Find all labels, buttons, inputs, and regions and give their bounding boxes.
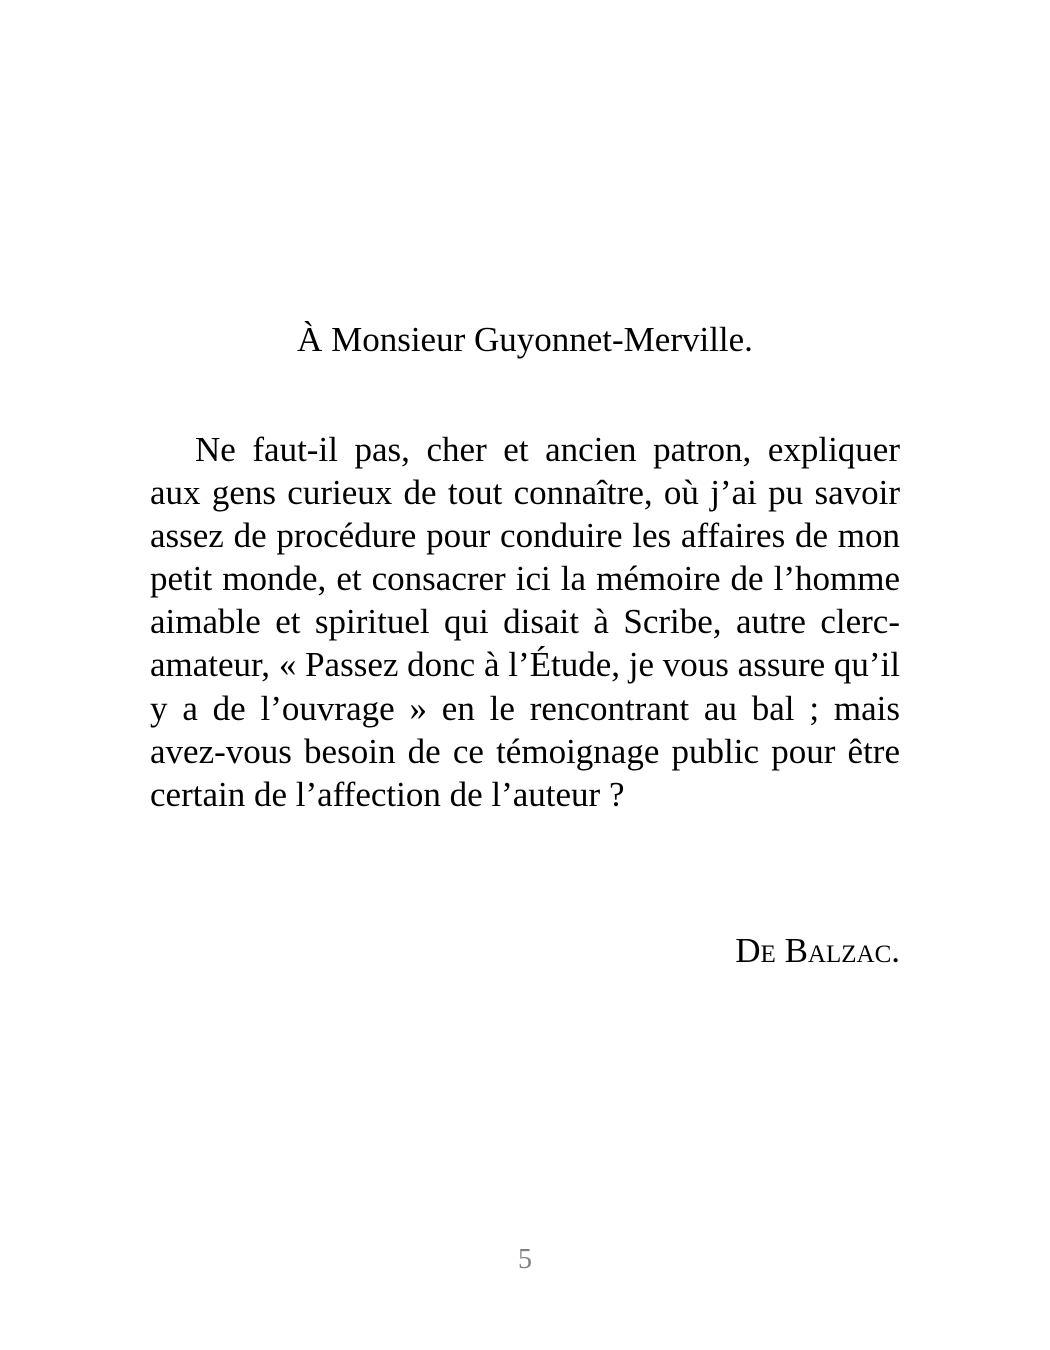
dedication-heading: À Monsieur Guyonnet-Merville. — [297, 320, 753, 359]
author-signature: De Balzac. — [735, 931, 900, 970]
dedication-body-paragraph: Ne faut-il pas, cher et ancien patron, expliquer aux gens curieux de tout connaître, où j’ai pu savoir assez de procédure pour conduire les affaires de mon petit monde, et consacrer ici la mémoire de l’homme aimable et spirituel qui disait à Scribe, autre clerc-amateur, « Passez donc à l’Étude, je vous assure qu’il y a de l’ouvrage » en le rencontrant au bal ; mais avez-vous besoin de ce témoignage public pour être certain de l’affection de l’auteur ? — [150, 430, 900, 814]
page-number: 5 — [518, 1244, 532, 1275]
